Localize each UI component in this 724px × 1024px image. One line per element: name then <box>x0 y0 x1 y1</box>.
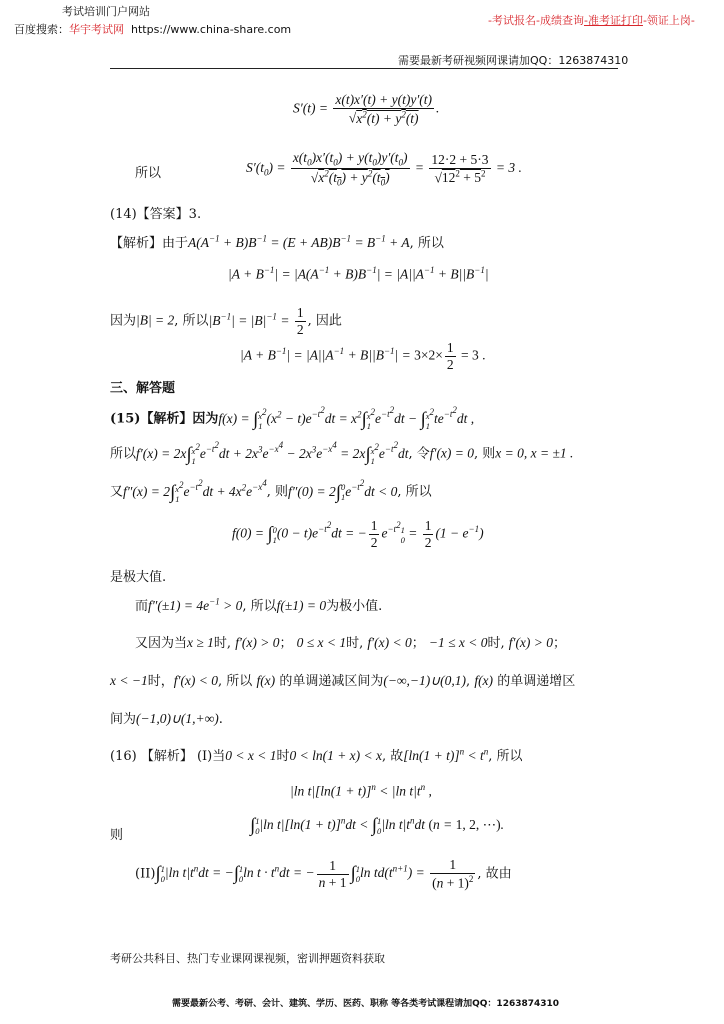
q16-line-II: (II)∫1 0|ln $t|t^ndt = -\int 1$ 0ln $t \cdot t^ndt$ = − $\frac{1}{n + 1}$ ∫1 0ln $td(t^{n+1})$ = $\frac{1}{(n + 1)^2}$ , 故由 <box>135 857 512 891</box>
qq-notice: 需要最新考研视频网课请加QQ：1263874310 <box>398 54 629 67</box>
q15-mono-dec: 的单调递减区间为 <box>279 674 384 689</box>
q14-analysis-prefix: 【解析】由于 <box>110 236 189 251</box>
q15-label: (15)【解析】因为 <box>110 411 219 427</box>
baidu-search-label: 百度搜索： <box>14 23 69 36</box>
q15-max: 是极大值. <box>110 570 167 585</box>
q15-dec-text: 时， <box>147 674 174 689</box>
q14-analysis-suffix: , 所以 <box>409 236 444 251</box>
q16-therefore: , 故由 <box>477 866 512 882</box>
q15-line-3: 又$f''(x) = 2\int x^2$ $1e^{-t^2}dt + 4x^2e^{-x^4}$, 则f″(0) = 2∫0 $1e^{-t^2}dt < 0$, 所以 <box>110 478 432 505</box>
formula-q14-det: $|A + B^{-1}| = |A(A^{-1} + B)B^{-1}| = |A||A^{-1} + B||B^{-1}|$ <box>228 265 489 282</box>
q16-so: , 所以 <box>488 749 523 764</box>
q14-analysis-line: 【解析】由于$A(A^{-1} + B)B^{-1} = (E + AB)B^{-1} = B^{-1} + A$, 所以 <box>110 233 444 251</box>
so-label-1: 所以 <box>135 166 162 181</box>
site-title: 考试培训门户网站 <box>62 5 150 18</box>
q16-line-1: (16) 【解析】 (I)当0 < x < 1时0 < ln(1 + x) < x, 故$[\ln(1 + t)]^n < t^n$, 所以 <box>110 746 523 764</box>
q15-then: , 则 <box>474 446 496 462</box>
formula-s-prime-t0: $S'(t_0)$ = $\frac{x(t_0)x'(t_0) + y(t_0)y'(t_0)}{√x^2(t_0) + y^2(t_0)}$ = $\frac{12\cdot 2 + 5\cdot 3}{√12^2 + 5^2}$ = 3 . <box>246 150 522 188</box>
formula-q14-result: $|A + B^{-1}| = |A||A^{-1} + B||B^{-1}| = 3\times 2\times$ $\frac{1}{2}$ = 3 . <box>240 340 486 372</box>
q15-line-mono: x < −1时，f′(x) < 0, 所以 f(x) 的单调递减区间为(−∞,−1)∪(0,1), f(x) 的单调递增区 <box>110 673 576 689</box>
formula-q15-f0: f(0) = ∫0 $1(0 - t)e^{-t^2}dt$ = − $\frac{1}{2}$ $e^{-t^2}1$ 0 = $\frac{1}{2}$ $(1 - e^{-1})$ <box>232 518 484 550</box>
q15-because-when: 又因为当 <box>135 636 188 651</box>
q15-line-interval: 间为(−1,0)∪(1,+∞). <box>110 711 223 727</box>
link-score-query[interactable]: -成绩查询 <box>535 14 584 27</box>
site-url[interactable]: https://www.china-share.com <box>131 23 292 36</box>
q16-II: (II) <box>135 866 156 882</box>
q15-between: 间为 <box>110 712 137 727</box>
q15-so: 所以 <box>110 446 137 462</box>
header-links <box>488 12 695 28</box>
link-admission-print[interactable]: -准考证打印 <box>583 14 643 27</box>
formula-q16-integral: ∫1 0|ln $t|[\ln(1 + t)]^ndt < \int 1$ 0|ln $t|t^ndt$ (n = 1, 2, ⋯). <box>250 815 504 836</box>
q15-min-prefix: , 所以 <box>242 599 277 614</box>
q15-also: 又 <box>110 484 124 500</box>
header-divider <box>110 68 618 69</box>
q16-when: 时 <box>276 749 290 764</box>
q15-line-1: (15)【解析】因为$f(x) = \int x^2$ $1(x^2 - t)e^{-t^2}dt = x^2\int x^2$ $1e^{-t^2}dt - \int x^2$ $1te^{-t^2}dt$ , <box>110 405 475 432</box>
link-exam-register[interactable]: -考试报名 <box>488 14 536 27</box>
section-title: 三、解答题 <box>110 381 176 396</box>
q14-so: , 所以 <box>174 313 209 329</box>
formula-s-prime-t: S′(t) = $\frac{x(t)x'(t) + y(t)y'(t)}{√x^2(t) + y^2(t)}$ . <box>293 92 440 126</box>
q14-answer: (14)【答案】3. <box>110 207 202 222</box>
q15-line-signs: 又因为当x ≥ 1时, f′(x) > 0； 0 ≤ x < 1时, f′(x) < 0； −1 ≤ x < 0时, f′(x) > 0； <box>135 635 567 651</box>
footer-note: 考研公共科目、热门专业课网课视频，密训押题资料获取 <box>110 952 385 965</box>
q14-because: 因为 <box>110 313 137 329</box>
search-line <box>14 21 291 37</box>
q14-because-line: 因为|B| = 2, 所以$|B^{-1}| = |B|^{-1}$ = $\frac{1}{2}$ , 因此 <box>110 305 342 337</box>
q15-min-suffix: 为极小值. <box>326 599 383 614</box>
q16-label: (16) 【解析】 (I)当 <box>110 749 226 764</box>
link-certificate[interactable]: -领证上岗- <box>642 14 695 27</box>
footer-notice: 需要最新公考、考研、会计、建筑、学历、医药、职称 等各类考试课程请加QQ：1263874310 <box>172 999 560 1009</box>
formula-q16-ineq: |ln $t|[\ln(1 + t)]^n < |\ln$ $t|t^n$ , <box>290 782 432 799</box>
q15-and: 而 <box>135 599 149 614</box>
brand-name[interactable]: 华宇考试网 <box>69 23 124 36</box>
q15-line-2: 所以$f'(x) = 2x\int x^2$ $1e^{-t^2}dt + 2x^3e^{-x^4} - 2x^3e^{-x^4} = 2x\int x^2$ $1e^{-t^2}dt$, 令f′(x) = 0, 则x = 0, x = ±1 . <box>110 440 574 467</box>
q15-let: , 令 <box>408 446 430 462</box>
q16-hence: , 故 <box>382 749 404 764</box>
q15-then2: , 则 <box>266 484 289 500</box>
q14-therefore: , 因此 <box>307 313 342 329</box>
q16-then: 则 <box>110 828 124 843</box>
q15-mono-inc: 的单调递增区 <box>497 674 576 689</box>
q15-so2: , 所以 <box>397 484 432 500</box>
q15-line-min: 而$f''(\pm 1) = 4e^{-1} > 0$, 所以f(±1) = 0为极小值. <box>135 596 383 614</box>
